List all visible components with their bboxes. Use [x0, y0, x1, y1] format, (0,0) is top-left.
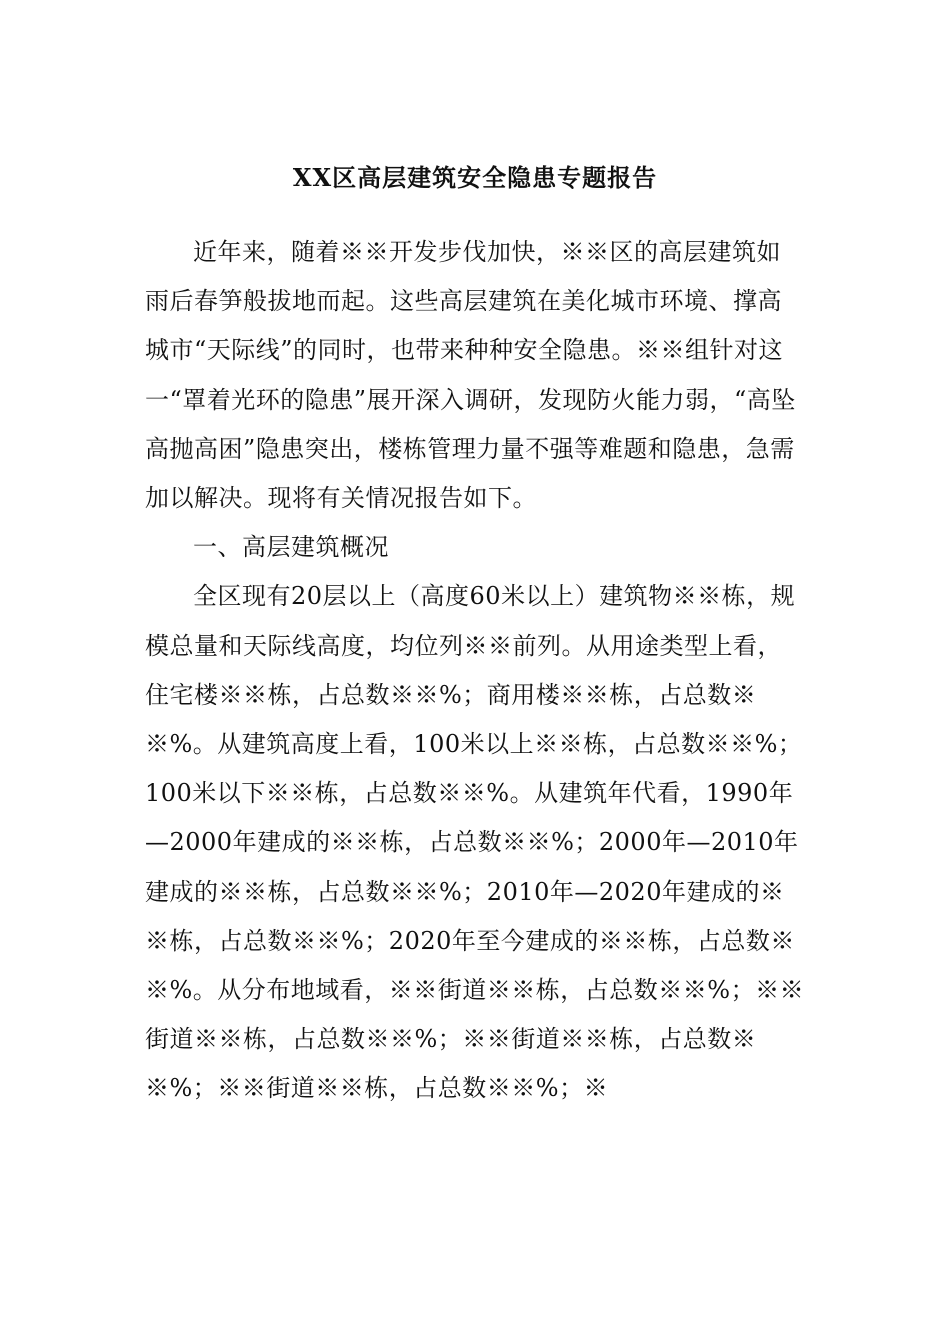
overview-paragraph: 全区现有20层以上（高度60米以上）建筑物※※栋，规模总量和天际线高度，均位列※※前列。从用途类型上看，住宅楼※※栋，占总数※※%；商用楼※※栋，占总数※※%。从建筑高度上看，100米以上※※栋，占总数※※%；100米以下※※栋，占总数※※%。从建筑年代看，1990年—2000年建成的※※栋，占总数※※%；2000年—2010年建成的※※栋，占总数※※%；2010年—2020年建成的※※栋，占总数※※%；2020年至今建成的※※栋，占总数※※%。从分布地域看，※※街道※※栋，占总数※※%；※※街道※※栋，占总数※※%；※※街道※※栋，占总数※※%；※※街道※※栋，占总数※※%；※ [145, 582, 805, 1103]
section-heading-overview: 一、高层建筑概况 [193, 533, 389, 562]
document-title: XX区高层建筑安全隐患专题报告 [292, 163, 658, 192]
document-body [145, 228, 805, 1114]
intro-paragraph: 近年来，随着※※开发步伐加快，※※区的高层建筑如雨后春笋般拔地而起。这些高层建筑在美化城市环境、撑高城市“天际线”的同时，也带来种种安全隐患。※※组针对这一“罩着光环的隐患”展开深入调研，发现防火能力弱，“高坠高抛高困”隐患突出，楼栋管理力量不强等难题和隐患，急需加以解决。现将有关情况报告如下。 [145, 238, 796, 513]
